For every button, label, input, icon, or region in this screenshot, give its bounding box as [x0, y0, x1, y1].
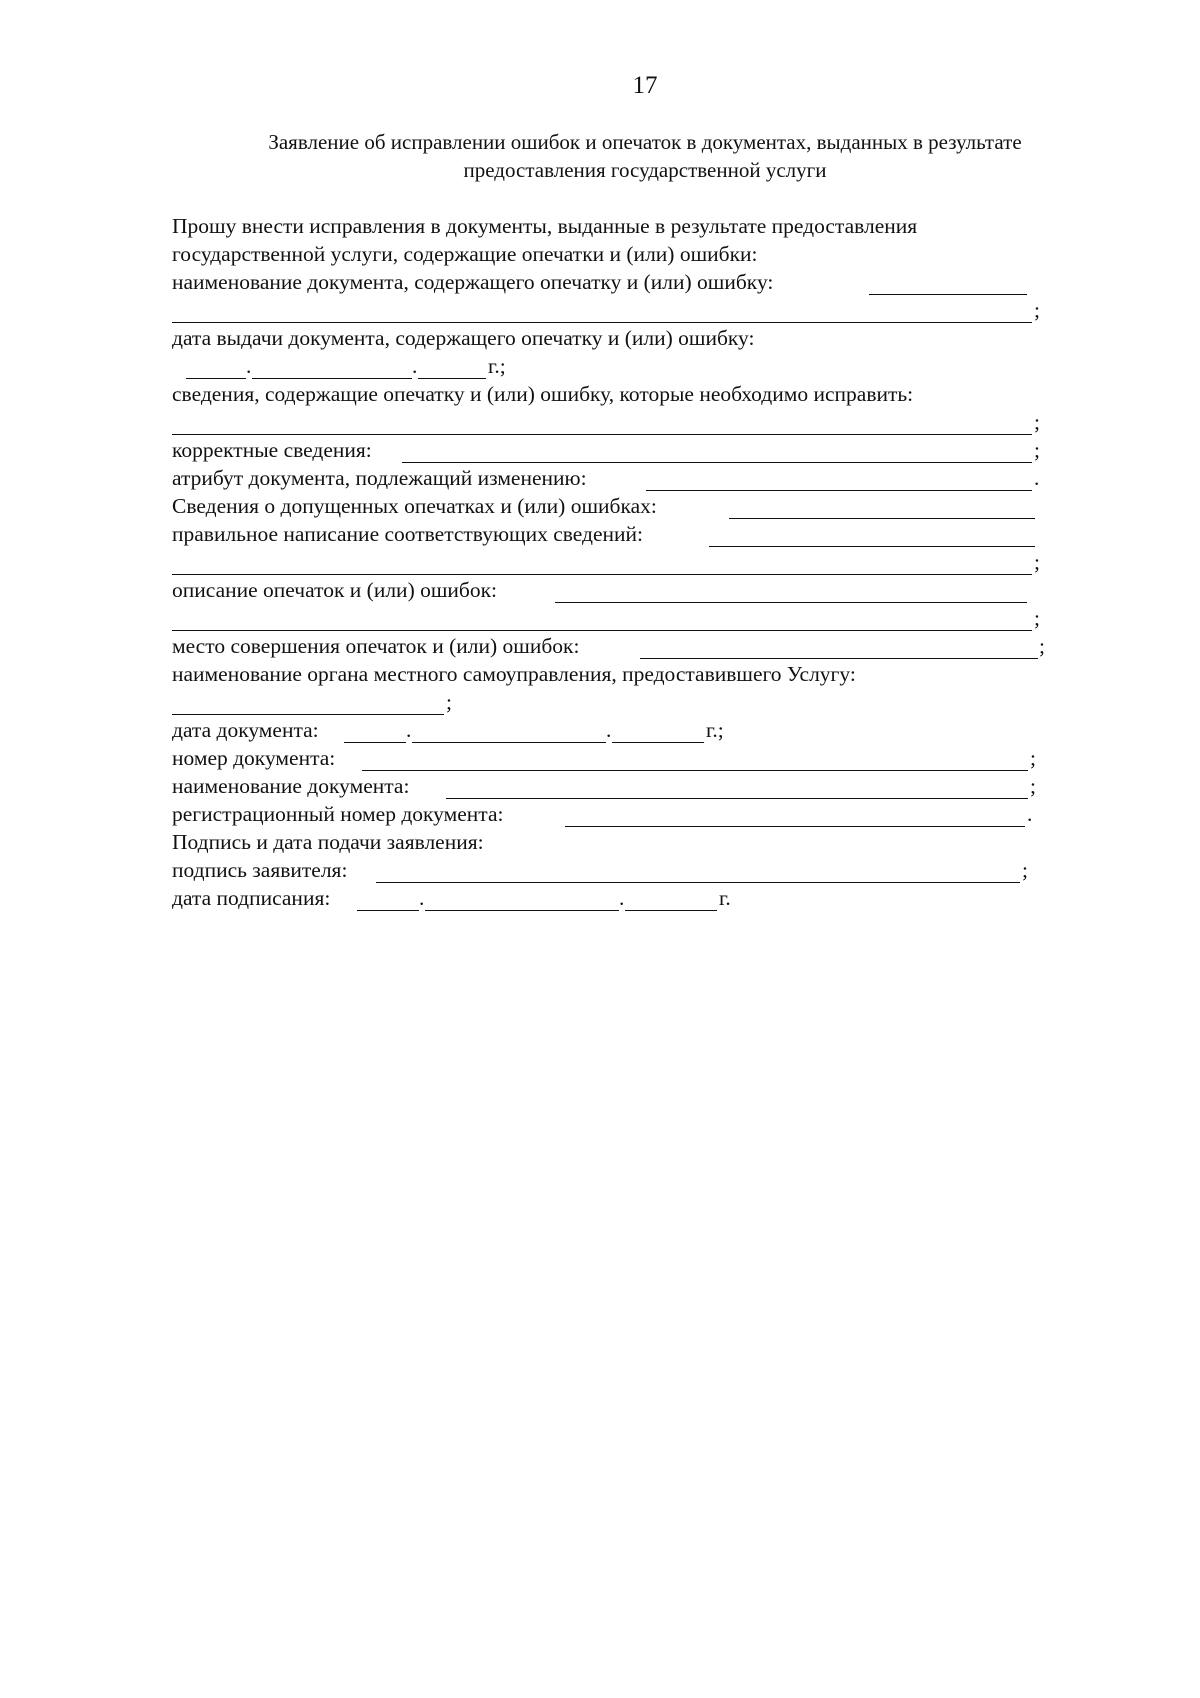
doc-number-row — [172, 744, 1052, 772]
semicolon: ; — [1030, 774, 1036, 798]
title-line-1: Заявление об исправлении ошибок и опечаток в документах, выданных в результате — [268, 130, 1022, 154]
dot: . — [412, 354, 418, 378]
doc-name-continuation-row — [172, 296, 1052, 324]
title-line-2: предоставления государственной услуги — [463, 158, 827, 182]
signing-date-month-field[interactable] — [425, 910, 619, 911]
signature-row — [172, 856, 1052, 884]
correct-spelling-continuation-row — [172, 548, 1052, 576]
intro-line-2: государственной услуги, содержащие опечатки и (или) ошибки: — [172, 242, 758, 266]
correct-spelling-row — [172, 520, 1052, 548]
issue-date-day-field[interactable] — [186, 378, 246, 379]
signature-label: подпись заявителя: — [172, 858, 348, 882]
errors-place-row — [172, 632, 1052, 660]
errors-info-label: Сведения о допущенных опечатках и (или) ошибках: — [172, 494, 657, 518]
year-suffix: г. — [719, 886, 731, 910]
semicolon: ; — [1039, 634, 1045, 658]
doc-date-day-field[interactable] — [344, 742, 406, 743]
intro-line-1: Прошу внести исправления в документы, выданные в результате предоставления — [172, 214, 918, 238]
authority-fields-row — [172, 688, 1052, 716]
semicolon: ; — [446, 690, 452, 714]
attribute-row — [172, 464, 1052, 492]
reg-number-label: регистрационный номер документа: — [172, 802, 504, 826]
issue-date-label: дата выдачи документа, содержащего опечатку и (или) ошибку: — [172, 326, 755, 350]
signing-date-year-field[interactable] — [625, 910, 717, 911]
semicolon: ; — [1034, 298, 1040, 322]
errors-description-row — [172, 576, 1052, 604]
dot: . — [419, 886, 425, 910]
semicolon: ; — [1034, 438, 1040, 462]
errors-description-continuation-row — [172, 604, 1052, 632]
correct-spelling-field-2[interactable] — [172, 574, 1032, 575]
signature-section-row — [172, 828, 1052, 856]
dot: . — [606, 718, 612, 742]
doc-title-field[interactable] — [446, 798, 1028, 799]
period: . — [1027, 802, 1033, 826]
issue-date-month-field[interactable] — [252, 378, 412, 379]
signature-field[interactable] — [376, 882, 1020, 883]
semicolon: ; — [1034, 410, 1040, 434]
doc-name-field[interactable] — [869, 294, 1027, 295]
errors-description-label: описание опечаток и (или) ошибок: — [172, 578, 498, 602]
doc-name-row — [172, 268, 1052, 296]
signing-date-day-field[interactable] — [357, 910, 419, 911]
reg-number-row — [172, 800, 1052, 828]
errors-description-field-2[interactable] — [172, 630, 1032, 631]
authority-field[interactable] — [172, 714, 444, 715]
doc-name-label: наименование документа, содержащего опечатку и (или) ошибку: — [172, 270, 774, 294]
year-suffix: г.; — [488, 354, 506, 378]
attribute-field[interactable] — [646, 490, 1032, 491]
info-with-errors-label: сведения, содержащие опечатку и (или) ошибку, которые необходимо исправить: — [172, 382, 914, 406]
authority-row — [172, 660, 1052, 688]
doc-date-label: дата документа: — [172, 718, 319, 742]
semicolon: ; — [1034, 606, 1040, 630]
errors-info-field[interactable] — [729, 518, 1035, 519]
dot: . — [406, 718, 412, 742]
correct-info-label: корректные сведения: — [172, 438, 372, 462]
issue-date-row — [172, 324, 1052, 352]
signature-section-label: Подпись и дата подачи заявления: — [172, 830, 484, 854]
doc-number-label: номер документа: — [172, 746, 336, 770]
year-suffix: г.; — [706, 718, 724, 742]
info-with-errors-fields-row — [172, 408, 1052, 436]
application-form — [172, 212, 1052, 912]
issue-date-fields-row — [172, 352, 1052, 380]
semicolon: ; — [1022, 858, 1028, 882]
semicolon: ; — [1030, 746, 1036, 770]
correct-info-field[interactable] — [402, 462, 1032, 463]
errors-description-field[interactable] — [555, 602, 1027, 603]
issue-date-year-field[interactable] — [418, 378, 486, 379]
info-with-errors-row — [172, 380, 1052, 408]
correct-info-row — [172, 436, 1052, 464]
reg-number-field[interactable] — [565, 826, 1025, 827]
semicolon: ; — [1034, 550, 1040, 574]
signing-date-label: дата подписания: — [172, 886, 331, 910]
doc-title-row — [172, 772, 1052, 800]
errors-info-row — [172, 492, 1052, 520]
doc-number-field[interactable] — [362, 770, 1028, 771]
doc-title-label: наименование документа: — [172, 774, 410, 798]
doc-date-year-field[interactable] — [612, 742, 704, 743]
doc-date-row — [172, 716, 1052, 744]
dot: . — [246, 354, 252, 378]
page-number: 17 — [632, 72, 658, 99]
dot: . — [619, 886, 625, 910]
correct-spelling-label: правильное написание соответствующих сведений: — [172, 522, 644, 546]
doc-date-month-field[interactable] — [412, 742, 606, 743]
period: . — [1034, 466, 1040, 490]
errors-place-label: место совершения опечаток и (или) ошибок: — [172, 634, 580, 658]
doc-name-field-2[interactable] — [172, 322, 1032, 323]
attribute-label: атрибут документа, подлежащий изменению: — [172, 466, 587, 490]
signing-date-row — [172, 884, 1052, 912]
correct-spelling-field[interactable] — [709, 546, 1035, 547]
document-title — [200, 128, 1090, 184]
info-with-errors-field[interactable] — [172, 434, 1032, 435]
authority-label: наименование органа местного самоуправления, предоставившего Услугу: — [172, 662, 856, 686]
errors-place-field[interactable] — [640, 658, 1038, 659]
